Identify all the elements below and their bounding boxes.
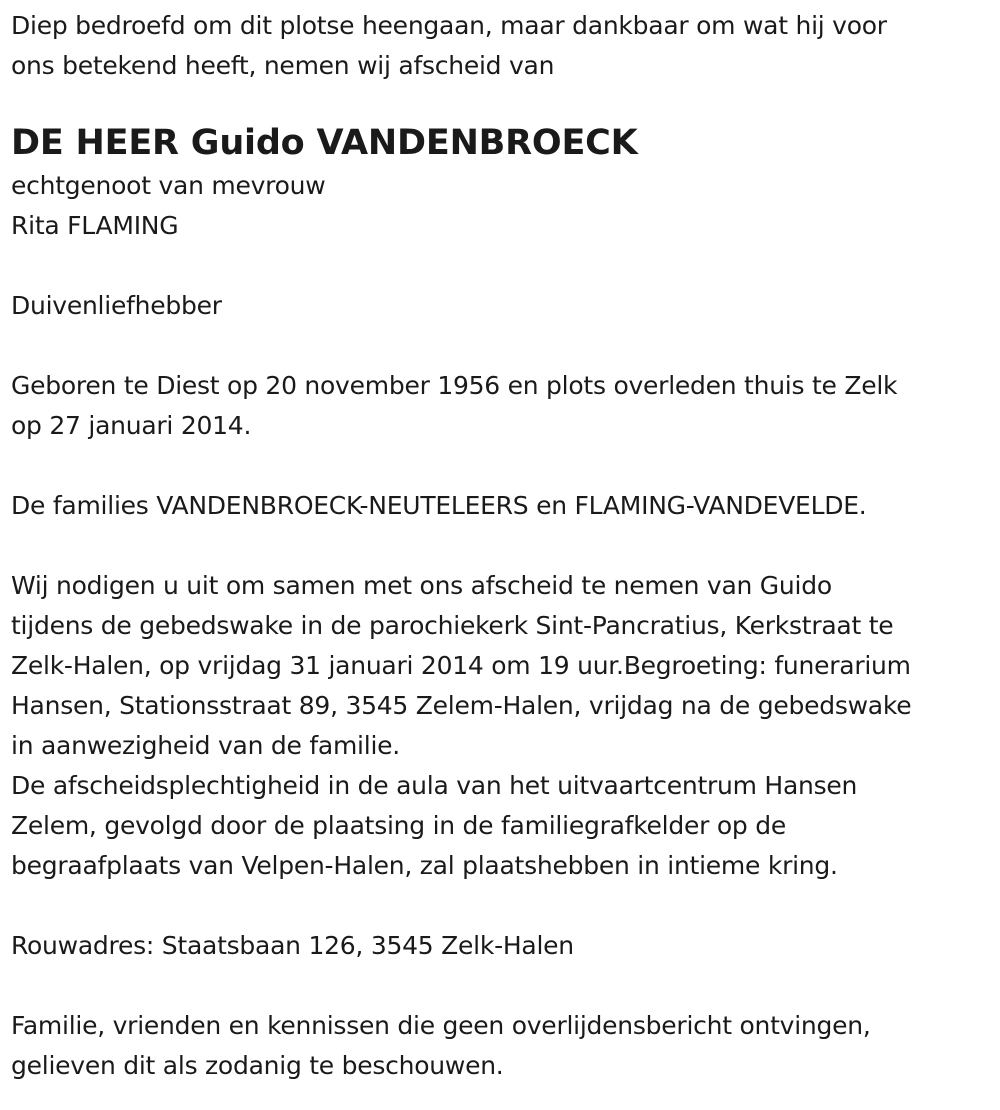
closing-paragraph — [11, 1006, 986, 1086]
families-line: De families VANDENBROECK-NEUTELEERS en FLAMING-VANDEVELDE. — [11, 491, 867, 520]
invitation-paragraph — [11, 566, 986, 886]
spacer — [11, 326, 986, 366]
spouse-line-2: Rita FLAMING — [11, 211, 179, 240]
invitation-line-6: De afscheidsplechtigheid in de aula van het uitvaartcentrum Hansen — [11, 771, 858, 800]
closing-line-2: gelieven dit als zodanig te beschouwen. — [11, 1051, 504, 1080]
birth-death-paragraph — [11, 366, 986, 446]
invitation-line-2: tijdens de gebedswake in de parochiekerk Sint-Pancratius, Kerkstraat te — [11, 611, 894, 640]
spacer — [11, 886, 986, 926]
closing-line-1: Familie, vrienden en kennissen die geen overlijdensbericht ontvingen, — [11, 1011, 871, 1040]
spacer — [11, 966, 986, 1006]
spacer — [11, 446, 986, 486]
birth-death-line-2: op 27 januari 2014. — [11, 411, 252, 440]
birth-death-line-1: Geboren te Diest op 20 november 1956 en plots overleden thuis te Zelk — [11, 371, 898, 400]
spouse-paragraph — [11, 166, 986, 246]
deceased-name: DE HEER Guido VANDENBROECK — [11, 123, 638, 163]
spacer — [11, 526, 986, 566]
intro-line-1: Diep bedroefd om dit plotse heengaan, maar dankbaar om wat hij voor — [11, 11, 887, 40]
intro-line-2: ons betekend heeft, nemen wij afscheid van — [11, 51, 555, 80]
obituary-notice — [11, 6, 986, 1086]
spouse-line-1: echtgenoot van mevrouw — [11, 171, 326, 200]
invitation-line-8: begraafplaats van Velpen-Halen, zal plaatshebben in intieme kring. — [11, 851, 838, 880]
invitation-line-5: in aanwezigheid van de familie. — [11, 731, 400, 760]
hobby-line: Duivenliefhebber — [11, 291, 222, 320]
invitation-line-3: Zelk-Halen, op vrijdag 31 januari 2014 om 19 uur.Begroeting: funerarium — [11, 651, 911, 680]
spacer — [11, 246, 986, 286]
intro-paragraph — [11, 6, 986, 86]
invitation-line-4: Hansen, Stationsstraat 89, 3545 Zelem-Halen, vrijdag na de gebedswake — [11, 691, 912, 720]
invitation-line-1: Wij nodigen u uit om samen met ons afscheid te nemen van Guido — [11, 571, 832, 600]
invitation-line-7: Zelem, gevolgd door de plaatsing in de familiegrafkelder op de — [11, 811, 786, 840]
address-line: Rouwadres: Staatsbaan 126, 3545 Zelk-Halen — [11, 931, 574, 960]
